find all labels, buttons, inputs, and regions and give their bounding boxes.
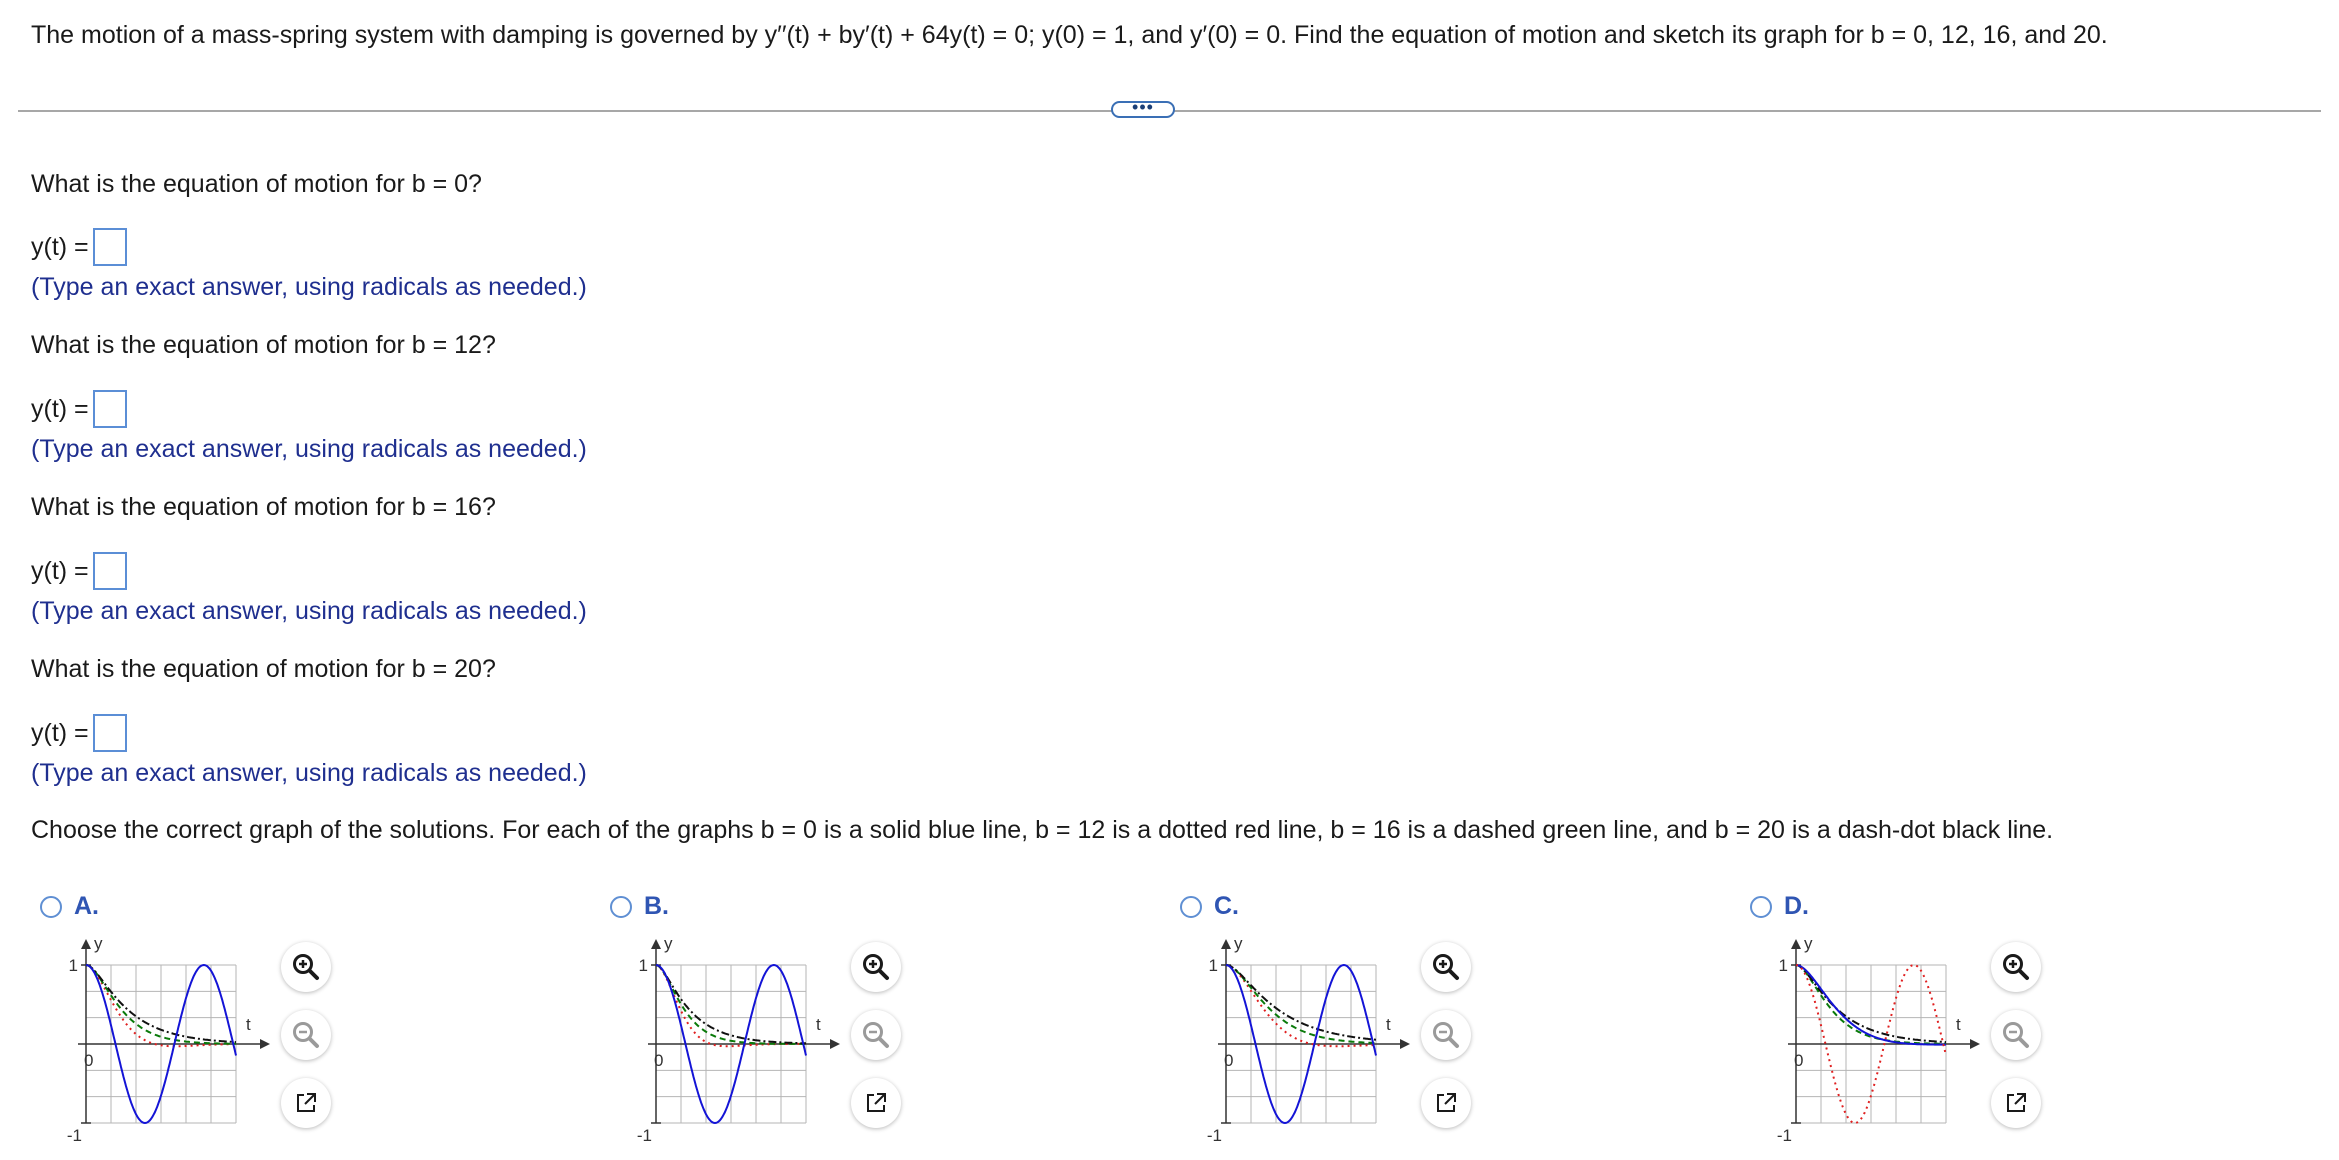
zoom-out-icon	[2001, 1020, 2031, 1050]
choice-c-letter: C.	[1214, 892, 1239, 920]
choice-a-radio[interactable]	[40, 896, 62, 918]
part-3-answer-row	[31, 552, 127, 590]
origin-label: 0	[654, 1051, 664, 1070]
y-tick-label-bottom: -1	[1206, 1126, 1222, 1145]
x-axis-label: t	[1386, 1015, 1391, 1034]
x-axis-arrow	[260, 1039, 270, 1049]
zoom-out-icon	[1431, 1020, 1461, 1050]
x-axis-arrow	[830, 1039, 840, 1049]
y-axis-arrow	[1221, 939, 1231, 949]
x-axis-label: t	[816, 1015, 821, 1034]
choice-a-zoom-out-button[interactable]	[281, 1010, 331, 1060]
open-in-new-window-icon	[1433, 1090, 1459, 1116]
choice-d-letter: D.	[1784, 892, 1809, 920]
open-in-new-window-icon	[2003, 1090, 2029, 1116]
zoom-in-icon	[291, 952, 321, 982]
y-axis-label: y	[1234, 935, 1243, 953]
part-2-answer-row	[31, 390, 127, 428]
y-tick-label-bottom: -1	[66, 1126, 82, 1145]
choice-c-radio[interactable]	[1180, 896, 1202, 918]
y-tick-label-bottom: -1	[636, 1126, 652, 1145]
part-2-answer-label: y(t) =	[31, 395, 89, 423]
zoom-in-icon	[1431, 952, 1461, 982]
choice-d-option[interactable]	[1750, 892, 1809, 921]
open-in-new-window-icon	[863, 1090, 889, 1116]
choice-b-letter: B.	[644, 892, 669, 920]
choice-a	[36, 890, 396, 1160]
x-axis-arrow	[1400, 1039, 1410, 1049]
choice-b-popout-button[interactable]	[851, 1078, 901, 1128]
choice-a-popout-button[interactable]	[281, 1078, 331, 1128]
part-4-hint: (Type an exact answer, using radicals as needed.)	[31, 759, 587, 787]
origin-label: 0	[1794, 1051, 1804, 1070]
choice-a-graph	[36, 935, 296, 1160]
choice-d-popout-button[interactable]	[1991, 1078, 2041, 1128]
part-1-answer-label: y(t) =	[31, 233, 89, 261]
choice-c-popout-button[interactable]	[1421, 1078, 1471, 1128]
x-axis-label: t	[246, 1015, 251, 1034]
part-1-answer-input[interactable]	[93, 228, 127, 266]
zoom-in-icon	[861, 952, 891, 982]
zoom-in-icon	[2001, 952, 2031, 982]
part-4-answer-row	[31, 714, 127, 752]
question-text: The motion of a mass-spring system with damping is governed by y′′(t) + by′(t) + 64y(t) = 0; y(0) = 1, and y′(0) = 0. Find the equation of motion and sketch its graph for b = 0, 12, 16, and 20.	[31, 21, 2108, 49]
choice-d-zoom-in-button[interactable]	[1991, 942, 2041, 992]
x-axis-label: t	[1956, 1015, 1961, 1034]
y-axis-arrow	[81, 939, 91, 949]
choice-d-zoom-out-button[interactable]	[1991, 1010, 2041, 1060]
show-more-button[interactable]: •••	[1111, 101, 1175, 118]
y-tick-label-bottom: -1	[1776, 1126, 1792, 1145]
part-3-answer-label: y(t) =	[31, 557, 89, 585]
y-tick-label-top: 1	[68, 956, 78, 975]
choice-c	[1176, 890, 1536, 1160]
choice-c-zoom-in-button[interactable]	[1421, 942, 1471, 992]
y-tick-label-top: 1	[638, 956, 648, 975]
choice-d-graph	[1746, 935, 2006, 1160]
choice-b-graph	[606, 935, 866, 1160]
choice-d	[1746, 890, 2106, 1160]
part-4-prompt: What is the equation of motion for b = 20?	[31, 655, 496, 683]
choice-d-radio[interactable]	[1750, 896, 1772, 918]
part-1-prompt: What is the equation of motion for b = 0?	[31, 170, 482, 198]
choice-b-option[interactable]	[610, 892, 669, 921]
x-axis-arrow	[1970, 1039, 1980, 1049]
part-3-prompt: What is the equation of motion for b = 16?	[31, 493, 496, 521]
part-2-answer-input[interactable]	[93, 390, 127, 428]
part-4-answer-label: y(t) =	[31, 719, 89, 747]
choice-a-letter: A.	[74, 892, 99, 920]
part-1-answer-row	[31, 228, 127, 266]
choice-c-zoom-out-button[interactable]	[1421, 1010, 1471, 1060]
choice-b-radio[interactable]	[610, 896, 632, 918]
choice-b-zoom-out-button[interactable]	[851, 1010, 901, 1060]
y-axis-label: y	[94, 935, 103, 953]
choice-c-option[interactable]	[1180, 892, 1239, 921]
zoom-out-icon	[291, 1020, 321, 1050]
part-4-answer-input[interactable]	[93, 714, 127, 752]
part-3-answer-input[interactable]	[93, 552, 127, 590]
y-tick-label-top: 1	[1208, 956, 1218, 975]
part-2-hint: (Type an exact answer, using radicals as needed.)	[31, 435, 587, 463]
choice-a-option[interactable]	[40, 892, 99, 921]
choice-c-graph	[1176, 935, 1436, 1160]
part-3-hint: (Type an exact answer, using radicals as needed.)	[31, 597, 587, 625]
part-2-prompt: What is the equation of motion for b = 12?	[31, 331, 496, 359]
origin-label: 0	[84, 1051, 94, 1070]
choice-a-zoom-in-button[interactable]	[281, 942, 331, 992]
choice-b-zoom-in-button[interactable]	[851, 942, 901, 992]
y-axis-arrow	[651, 939, 661, 949]
choice-b	[606, 890, 966, 1160]
y-axis-label: y	[1804, 935, 1813, 953]
zoom-out-icon	[861, 1020, 891, 1050]
y-tick-label-top: 1	[1778, 956, 1788, 975]
graph-instruction: Choose the correct graph of the solutions. For each of the graphs b = 0 is a solid blue line, b = 12 is a dotted red line, b = 16 is a dashed green line, and b = 20 is a dash-dot black line.	[31, 816, 2054, 844]
y-axis-label: y	[664, 935, 673, 953]
part-1-hint: (Type an exact answer, using radicals as needed.)	[31, 273, 587, 301]
y-axis-arrow	[1791, 939, 1801, 949]
origin-label: 0	[1224, 1051, 1234, 1070]
open-in-new-window-icon	[293, 1090, 319, 1116]
